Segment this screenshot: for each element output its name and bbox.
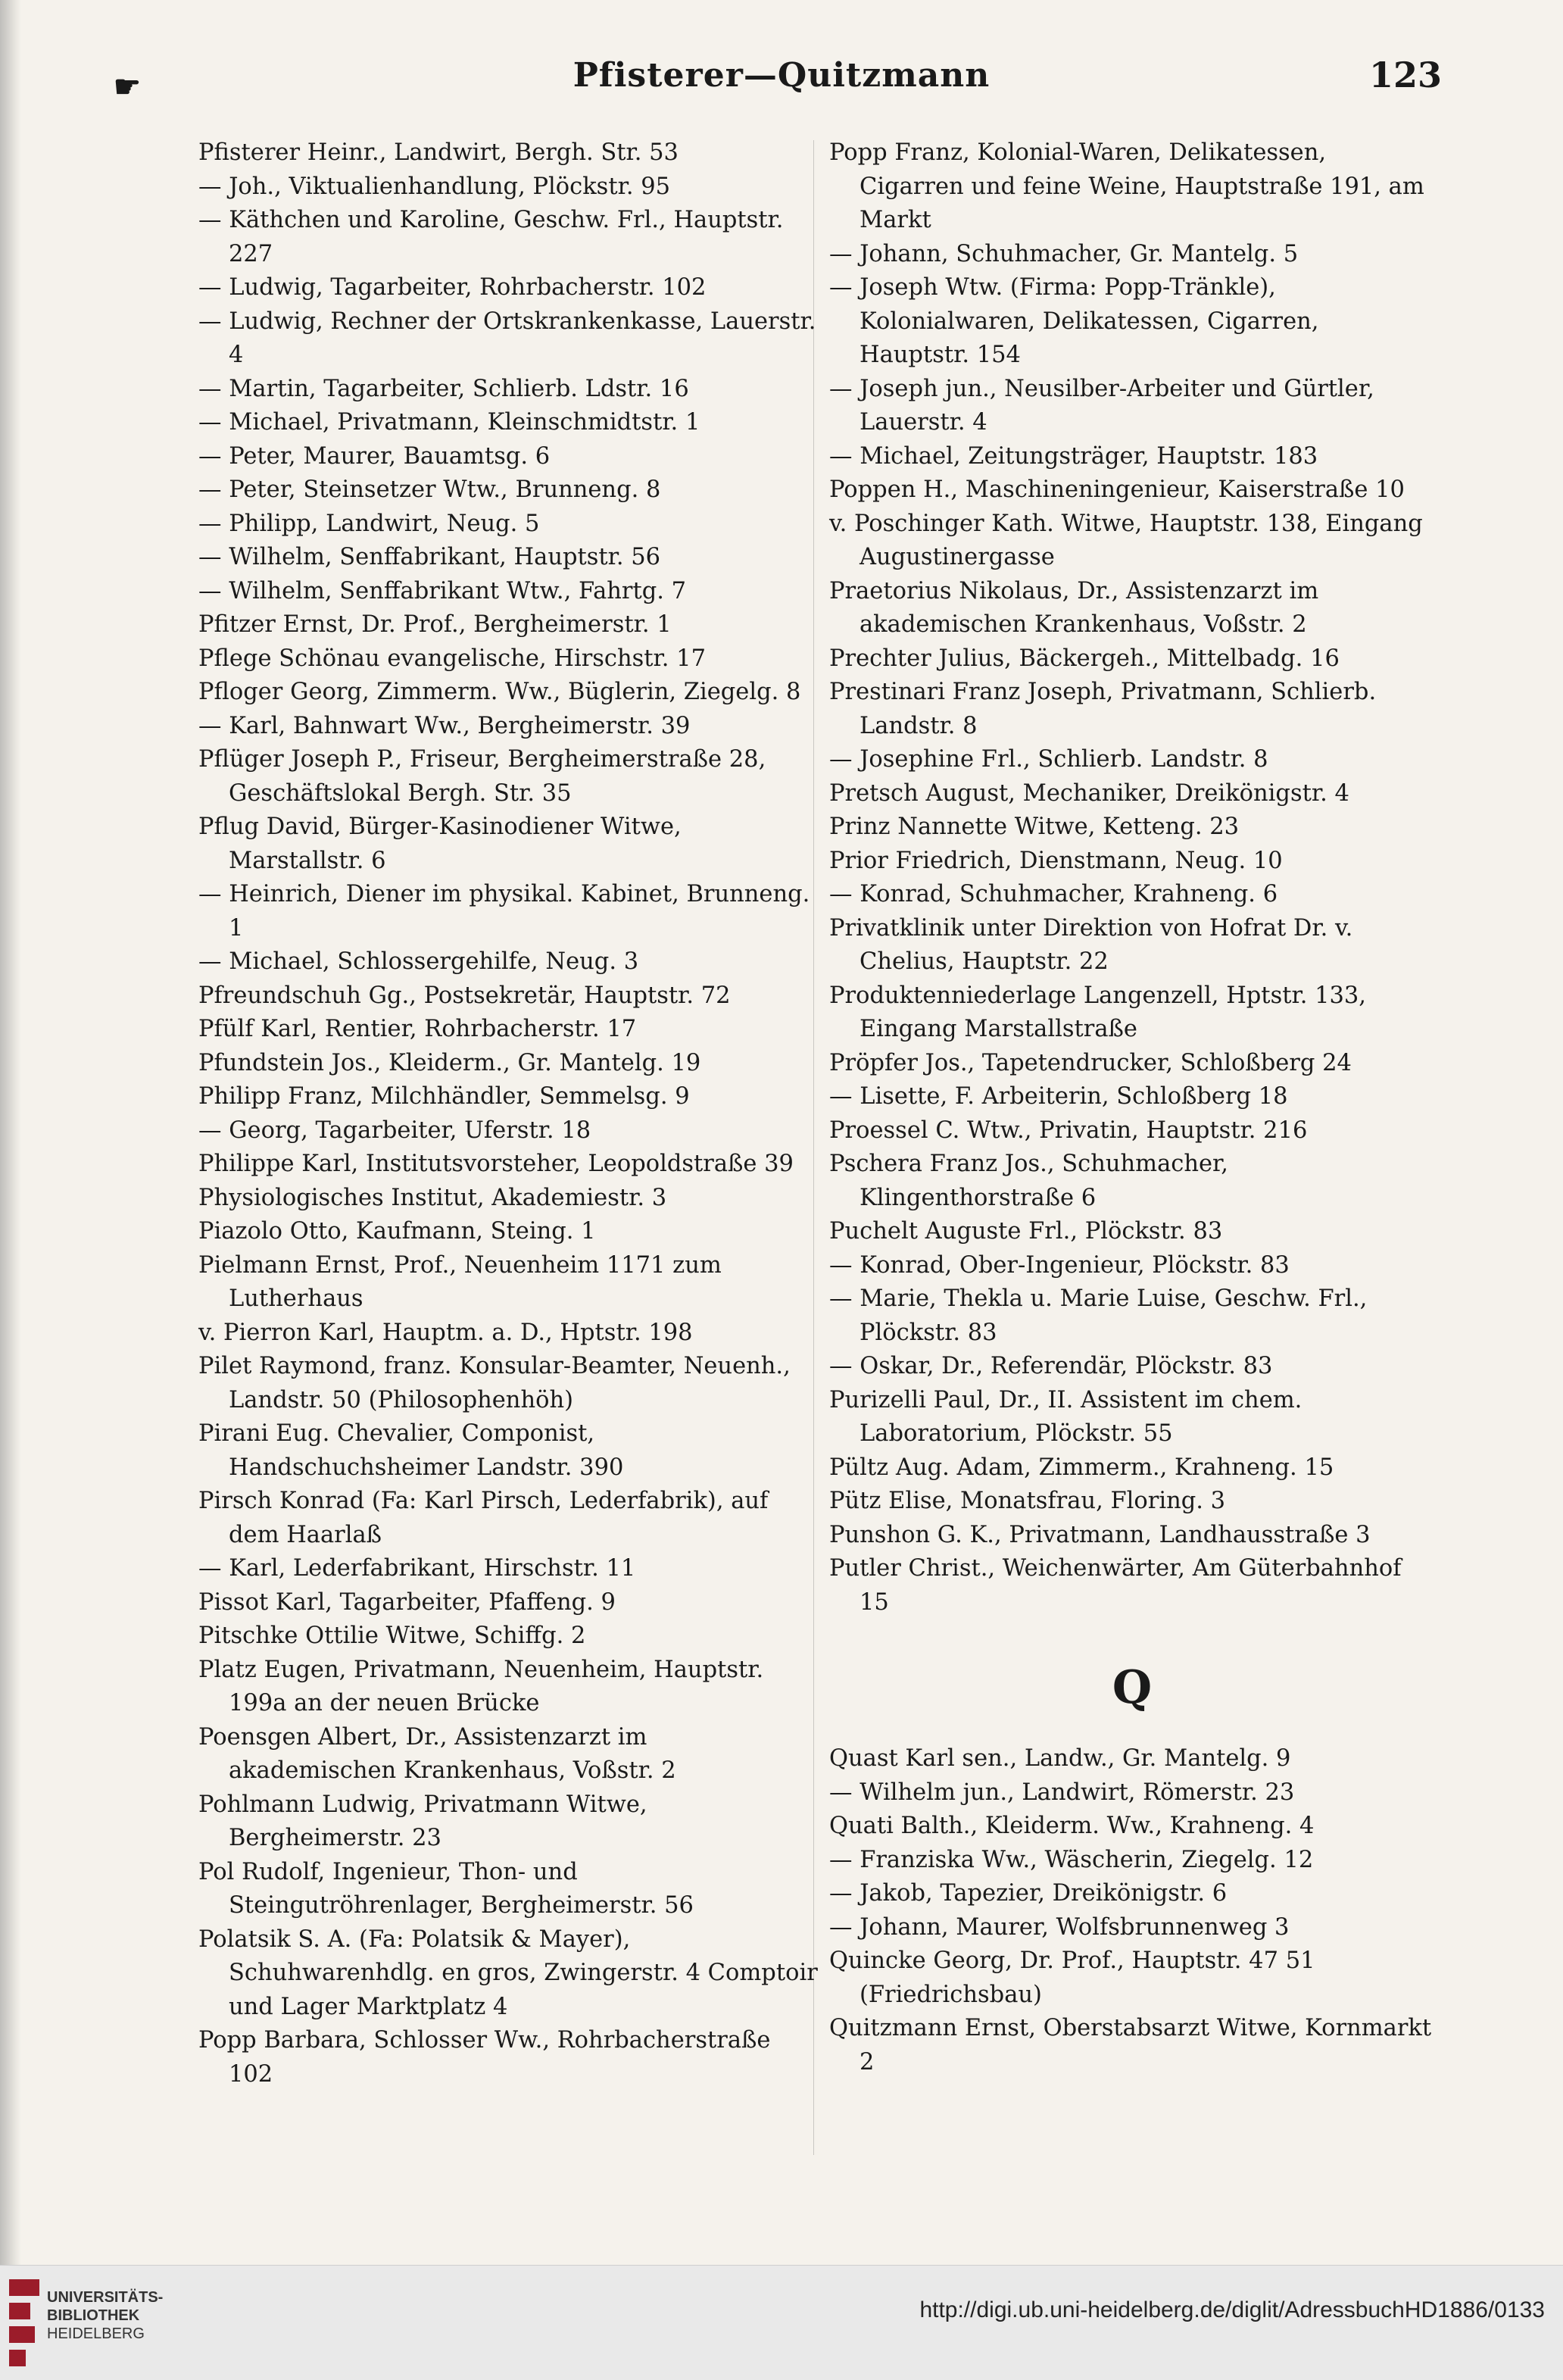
directory-entry: — Michael, Zeitungsträger, Hauptstr. 183 bbox=[829, 442, 1318, 470]
directory-entry: — Jakob, Tapezier, Dreikönigstr. 6 bbox=[829, 1880, 1228, 1907]
library-name-line3: HEIDELBERG bbox=[47, 2325, 145, 2342]
right-column-p-entries bbox=[829, 136, 1435, 1619]
directory-entry: — Karl, Bahnwart Ww., Bergheimerstr. 39 bbox=[198, 712, 691, 739]
directory-entry: — Käthchen und Karoline, Geschw. Frl., Hauptstr. 227 bbox=[198, 207, 784, 267]
directory-entry: Pschera Franz Jos., Schuhmacher, Klingenthorstraße 6 bbox=[829, 1151, 1228, 1211]
library-name bbox=[47, 2288, 163, 2343]
directory-entry: — Philipp, Landwirt, Neug. 5 bbox=[198, 510, 540, 537]
printer-mark-icon: ☛ bbox=[114, 69, 141, 105]
directory-entry: Pirani Eug. Chevalier, Componist, Handschuchsheimer Landstr. 390 bbox=[198, 1420, 624, 1481]
directory-entry: Pfisterer Heinr., Landwirt, Bergh. Str. 53 bbox=[198, 139, 679, 166]
directory-entry: Quast Karl sen., Landw., Gr. Mantelg. 9 bbox=[829, 1745, 1291, 1772]
directory-entry: Popp Barbara, Schlosser Ww., Rohrbacherstraße 102 bbox=[198, 2027, 771, 2088]
directory-entry: Pflug David, Bürger-Kasinodiener Witwe, Marstallstr. 6 bbox=[198, 814, 682, 874]
directory-entry: — Josephine Frl., Schlierb. Landstr. 8 bbox=[829, 746, 1268, 773]
directory-entry: Physiologisches Institut, Akademiestr. 3 bbox=[198, 1184, 667, 1211]
right-column-q-entries bbox=[829, 1742, 1435, 2079]
directory-entry: Quati Balth., Kleiderm. Ww., Krahneng. 4 bbox=[829, 1813, 1315, 1839]
directory-entry: Proessel C. Wtw., Privatin, Hauptstr. 216 bbox=[829, 1117, 1308, 1144]
directory-entry: Platz Eugen, Privatmann, Neuenheim, Hauptstr. 199a an der neuen Brücke bbox=[198, 1656, 764, 1716]
directory-entry: Poppen H., Maschineningenieur, Kaiserstraße 10 bbox=[829, 476, 1405, 503]
directory-entry: — Michael, Privatmann, Kleinschmidtstr. 1 bbox=[198, 409, 700, 436]
directory-entry: Pretsch August, Mechaniker, Dreikönigstr. 4 bbox=[829, 779, 1349, 807]
section-letter: Q bbox=[1112, 1661, 1153, 1714]
directory-entry: Pfundstein Jos., Kleiderm., Gr. Mantelg. 19 bbox=[198, 1049, 701, 1076]
directory-entry: Popp Franz, Kolonial-Waren, Delikatessen, Cigarren und feine Weine, Hauptstraße 191, am Markt bbox=[829, 139, 1424, 233]
library-name-line2: BIBLIOTHEK bbox=[47, 2307, 140, 2324]
directory-entry: Produktenniederlage Langenzell, Hptstr. 133, Eingang Marstallstraße bbox=[829, 982, 1367, 1042]
directory-entry: Prestinari Franz Joseph, Privatmann, Schlierb. Landstr. 8 bbox=[829, 679, 1377, 739]
directory-entry: Pirsch Konrad (Fa: Karl Pirsch, Lederfabrik), auf dem Haarlaß bbox=[198, 1488, 769, 1548]
directory-entry: — Joseph Wtw. (Firma: Popp-Tränkle), Kolonialwaren, Delikatessen, Cigarren, Hauptstr. 154 bbox=[829, 274, 1319, 368]
directory-entry: Pissot Karl, Tagarbeiter, Pfaffeng. 9 bbox=[198, 1588, 616, 1616]
directory-entry: — Franziska Ww., Wäscherin, Ziegelg. 12 bbox=[829, 1846, 1314, 1873]
directory-entry: — Martin, Tagarbeiter, Schlierb. Ldstr. 16 bbox=[198, 375, 689, 402]
page-edge-shadow bbox=[0, 0, 21, 2265]
directory-entry: Pfülf Karl, Rentier, Rohrbacherstr. 17 bbox=[198, 1016, 637, 1042]
directory-entry: Pütz Elise, Monatsfrau, Floring. 3 bbox=[829, 1488, 1226, 1514]
directory-entry: — Joh., Viktualienhandlung, Plöckstr. 95 bbox=[198, 173, 671, 200]
source-url-link[interactable]: http://digi.ub.uni-heidelberg.de/diglit/AdressbuchHD1886/0133 bbox=[919, 2297, 1545, 2322]
directory-entry: Prechter Julius, Bäckergeh., Mittelbadg. 16 bbox=[829, 645, 1340, 672]
directory-entry: — Lisette, F. Arbeiterin, Schloßberg 18 bbox=[829, 1083, 1288, 1110]
directory-entry: Philipp Franz, Milchhändler, Semmelsg. 9 bbox=[198, 1083, 690, 1110]
directory-entry: — Joseph jun., Neusilber-Arbeiter und Gürtler, Lauerstr. 4 bbox=[829, 375, 1374, 436]
directory-entry: Praetorius Nikolaus, Dr., Assistenzarzt im akademischen Krankenhaus, Voßstr. 2 bbox=[829, 577, 1319, 638]
directory-entry: — Johann, Schuhmacher, Gr. Mantelg. 5 bbox=[829, 240, 1299, 267]
directory-entry: — Johann, Maurer, Wolfsbrunnenweg 3 bbox=[829, 1913, 1290, 1941]
directory-entry: — Oskar, Dr., Referendär, Plöckstr. 83 bbox=[829, 1353, 1273, 1379]
directory-entry: Quitzmann Ernst, Oberstabsarzt Witwe, Kornmarkt 2 bbox=[829, 2015, 1432, 2075]
library-logo-icon bbox=[9, 2279, 39, 2366]
directory-entry: Quincke Georg, Dr. Prof., Hauptstr. 47 51 (Friedrichsbau) bbox=[829, 1947, 1315, 2008]
directory-entry: Punshon G. K., Privatmann, Landhausstraße 3 bbox=[829, 1521, 1371, 1548]
directory-entry: Prinz Nannette Witwe, Ketteng. 23 bbox=[829, 814, 1240, 840]
directory-entry: — Wilhelm, Senffabrikant Wtw., Fahrtg. 7 bbox=[198, 577, 687, 604]
directory-entry: — Georg, Tagarbeiter, Uferstr. 18 bbox=[198, 1117, 591, 1144]
directory-entry: Puchelt Auguste Frl., Plöckstr. 83 bbox=[829, 1218, 1223, 1245]
directory-entry: Polatsik S. A. (Fa: Polatsik & Mayer), Schuhwarenhdlg. en gros, Zwingerstr. 4 Comptoir und Lager Marktplatz 4 bbox=[198, 1926, 818, 2020]
directory-entry: Putler Christ., Weichenwärter, Am Güterbahnhof 15 bbox=[829, 1555, 1402, 1616]
left-column bbox=[198, 136, 819, 2091]
column-divider bbox=[813, 140, 815, 2155]
directory-entry: Pilet Raymond, franz. Konsular-Beamter, Neuenh., Landstr. 50 (Philosophenhöh) bbox=[198, 1353, 791, 1413]
directory-entry: — Wilhelm jun., Landwirt, Römerstr. 23 bbox=[829, 1779, 1295, 1806]
directory-entry: Philippe Karl, Institutsvorsteher, Leopoldstraße 39 bbox=[198, 1151, 794, 1177]
directory-entry: — Michael, Schlossergehilfe, Neug. 3 bbox=[198, 948, 639, 975]
directory-entry: — Konrad, Schuhmacher, Krahneng. 6 bbox=[829, 881, 1278, 907]
directory-entry: Pültz Aug. Adam, Zimmerm., Krahneng. 15 bbox=[829, 1454, 1334, 1481]
directory-entry: Purizelli Paul, Dr., II. Assistent im chem. Laboratorium, Plöckstr. 55 bbox=[829, 1386, 1302, 1447]
right-column bbox=[829, 136, 1435, 2079]
directory-entry: v. Pierron Karl, Hauptm. a. D., Hptstr. 198 bbox=[198, 1319, 693, 1346]
directory-entry: Piazolo Otto, Kaufmann, Steing. 1 bbox=[198, 1218, 596, 1245]
directory-entry: Pfreundschuh Gg., Postsekretär, Hauptstr. 72 bbox=[198, 982, 731, 1009]
directory-entry: — Marie, Thekla u. Marie Luise, Geschw. Frl., Plöckstr. 83 bbox=[829, 1285, 1368, 1346]
directory-entry: v. Poschinger Kath. Witwe, Hauptstr. 138, Eingang Augustinergasse bbox=[829, 510, 1423, 570]
directory-entry: Pfitzer Ernst, Dr. Prof., Bergheimerstr. 1 bbox=[198, 611, 672, 638]
directory-entry: Privatklinik unter Direktion von Hofrat Dr. v. Chelius, Hauptstr. 22 bbox=[829, 914, 1353, 975]
library-name-line1: UNIVERSITÄTS- bbox=[47, 2289, 164, 2306]
directory-entry: — Peter, Maurer, Bauamtsg. 6 bbox=[198, 442, 551, 470]
directory-entry: Pröpfer Jos., Tapetendrucker, Schloßberg 24 bbox=[829, 1049, 1352, 1076]
directory-entry: — Heinrich, Diener im physikal. Kabinet, Brunneng. 1 bbox=[198, 881, 810, 942]
directory-entry: — Karl, Lederfabrikant, Hirschstr. 11 bbox=[198, 1555, 636, 1582]
directory-entry: Pfloger Georg, Zimmerm. Ww., Büglerin, Ziegelg. 8 bbox=[198, 679, 801, 705]
directory-entry: — Wilhelm, Senffabrikant, Hauptstr. 56 bbox=[198, 544, 661, 570]
footer-bar bbox=[0, 2265, 1563, 2380]
directory-entry: — Ludwig, Rechner der Ortskrankenkasse, Lauerstr. 4 bbox=[198, 308, 816, 368]
directory-entry: Pflege Schönau evangelische, Hirschstr. 17 bbox=[198, 645, 706, 672]
directory-entry: Prior Friedrich, Dienstmann, Neug. 10 bbox=[829, 847, 1283, 874]
directory-entry: — Ludwig, Tagarbeiter, Rohrbacherstr. 102 bbox=[198, 274, 707, 301]
directory-entry: Pol Rudolf, Ingenieur, Thon- und Steingutröhrenlager, Bergheimerstr. 56 bbox=[198, 1858, 694, 1919]
directory-entry: Pitschke Ottilie Witwe, Schiffg. 2 bbox=[198, 1623, 586, 1649]
directory-entry: — Peter, Steinsetzer Wtw., Brunneng. 8 bbox=[198, 476, 661, 503]
running-title: Pfisterer—Quitzmann bbox=[572, 56, 991, 95]
directory-entry: Pflüger Joseph P., Friseur, Bergheimerstraße 28, Geschäftslokal Bergh. Str. 35 bbox=[198, 746, 766, 807]
directory-entry: — Konrad, Ober-Ingenieur, Plöckstr. 83 bbox=[829, 1251, 1290, 1279]
page-number: 123 bbox=[1368, 55, 1442, 95]
directory-entry: Pielmann Ernst, Prof., Neuenheim 1171 zum Lutherhaus bbox=[198, 1251, 722, 1312]
directory-entry: Pohlmann Ludwig, Privatmann Witwe, Bergheimerstr. 23 bbox=[198, 1791, 647, 1851]
directory-entry: Poensgen Albert, Dr., Assistenzarzt im akademischen Krankenhaus, Voßstr. 2 bbox=[198, 1723, 676, 1784]
